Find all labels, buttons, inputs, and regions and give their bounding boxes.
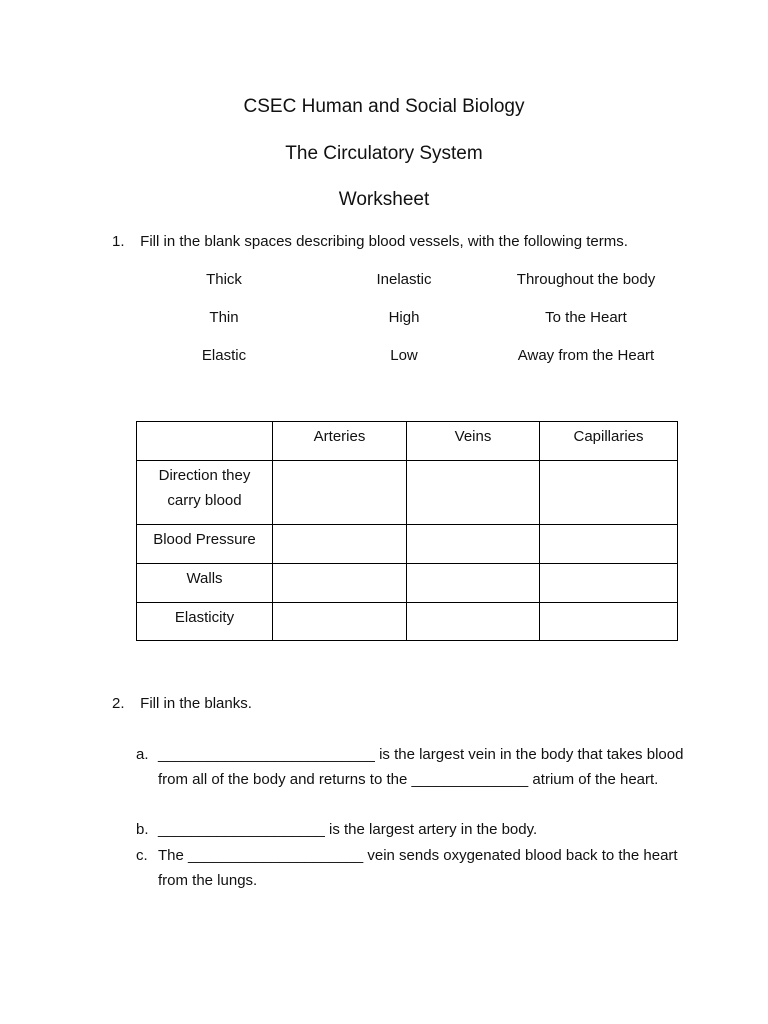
answer-cell[interactable] [540, 461, 678, 525]
item-text: ____________________ is the largest artery in the body. [158, 821, 538, 838]
row-header-elasticity: Elasticity [137, 603, 273, 641]
term: Inelastic [376, 271, 432, 288]
question-2-heading [112, 695, 252, 712]
question-1-heading [112, 233, 628, 250]
worksheet-type-title: Worksheet [338, 189, 430, 210]
term: High [388, 309, 420, 326]
item-text: __________________________ is the largest vein in the body that takes blood from all of the body and returns to the ______________ atrium of the heart. [158, 746, 684, 788]
term: To the Heart [545, 309, 627, 326]
row-header-blood-pressure: Blood Pressure [137, 525, 273, 564]
table-row [137, 603, 678, 641]
column-header-capillaries: Capillaries [540, 422, 678, 461]
table-corner-cell [137, 422, 273, 461]
term: Elastic [201, 347, 247, 364]
item-label: c. [136, 847, 148, 864]
term: Thick [206, 271, 242, 288]
column-header-veins: Veins [407, 422, 540, 461]
question-2-prompt: Fill in the blanks. [140, 695, 252, 712]
table-row [137, 461, 678, 525]
item-label: b. [136, 821, 149, 838]
question-1-number: 1. [112, 233, 125, 250]
term: Away from the Heart [517, 347, 655, 364]
answer-cell[interactable] [407, 564, 540, 603]
answer-cell[interactable] [407, 461, 540, 525]
answer-cell[interactable] [540, 564, 678, 603]
term: Thin [209, 309, 239, 326]
item-text: The _____________________ vein sends oxygenated blood back to the heart from the lungs. [158, 847, 678, 889]
worksheet-topic-title: The Circulatory System [285, 143, 483, 164]
fill-blank-item-c [136, 843, 696, 893]
term: Throughout the body [516, 271, 656, 288]
row-header-direction: Direction they carry blood [137, 461, 273, 525]
answer-cell[interactable] [540, 603, 678, 641]
answer-cell[interactable] [273, 564, 407, 603]
answer-cell[interactable] [540, 525, 678, 564]
table-header-row [137, 422, 678, 461]
fill-blank-item-b [136, 817, 696, 842]
table-row [137, 564, 678, 603]
question-1-prompt: Fill in the blank spaces describing blood vessels, with the following terms. [140, 233, 628, 250]
table-row [137, 525, 678, 564]
item-label: a. [136, 746, 149, 763]
blood-vessel-table [136, 421, 678, 641]
answer-cell[interactable] [273, 603, 407, 641]
worksheet-course-title: CSEC Human and Social Biology [243, 96, 525, 117]
answer-cell[interactable] [407, 525, 540, 564]
answer-cell[interactable] [273, 461, 407, 525]
row-header-walls: Walls [137, 564, 273, 603]
question-2-number: 2. [112, 695, 125, 712]
term: Low [390, 347, 418, 364]
fill-blank-item-a [136, 742, 696, 792]
column-header-arteries: Arteries [273, 422, 407, 461]
answer-cell[interactable] [407, 603, 540, 641]
answer-cell[interactable] [273, 525, 407, 564]
